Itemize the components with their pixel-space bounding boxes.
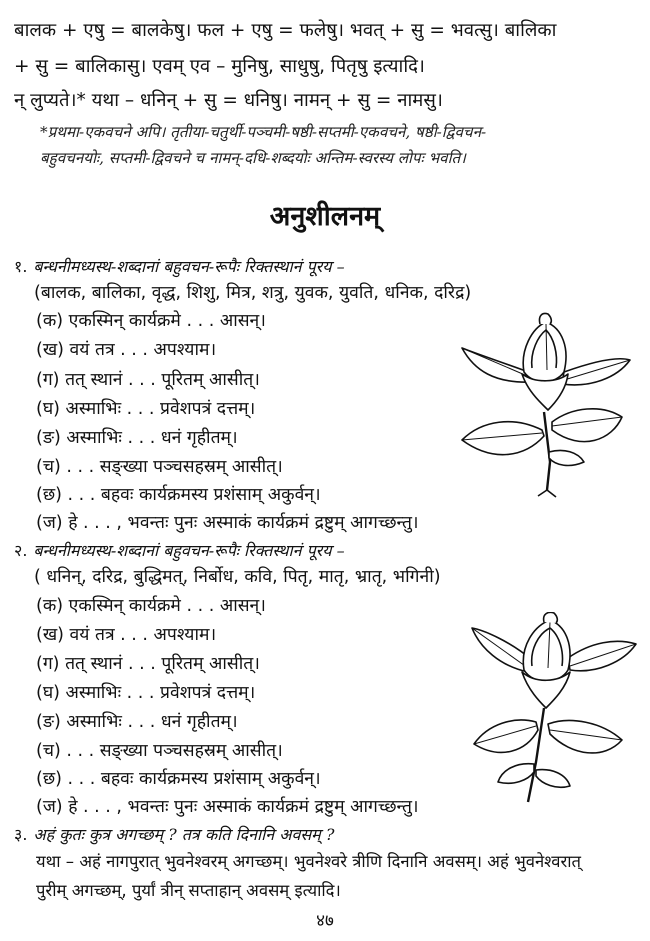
exercise-number: ३. (14, 825, 28, 844)
rule-line: न् लुप्यते।* यथा – धनिन् + सु = धनिषु। नामन् + सु = नामसु। (14, 90, 443, 111)
footnote-line: बहुवचनयोः, सप्तमी-द्विवचने च नामन्-दधि-शब्दयोः अन्तिम-स्वरस्य लोपः भवति। (40, 149, 466, 167)
exercise-1-options: (बालक, बालिका, वृद्ध, शिशु, मित्र, शत्रु, युवक, युवति, धनिक, दरिद्र) (34, 283, 472, 303)
exercise-2-options: ( धनिन्, दरिद्र, बुद्धिमत्, निर्बोध, कवि, पितृ, मातृ, भ्रातृ, भगिनी) (34, 567, 441, 587)
exercise-item: (छ) . . . बहवः कार्यक्रमस्य प्रशंसाम् अकुर्वन्। (36, 769, 321, 789)
instruction-text: बन्धनीमध्यस्थ-शब्दानां बहुवचन-रूपैः रिक्तस्थानं पूरय – (33, 257, 345, 276)
page-number: ४७ (316, 911, 334, 931)
exercise-3-instruction (14, 822, 334, 848)
exercise-item: (ख) वयं तत्र . . . अपश्याम। (36, 340, 217, 360)
instruction-text: अहं कुतः कुत्र अगच्छम् ? तत्र कति दिनानि अवसम् ? (33, 825, 335, 844)
exercise-item: (ग) तत् स्थानं . . . पूरितम् आसीत्। (36, 370, 260, 390)
exercise-item: (क) एकस्मिन् कार्यक्रमे . . . आसन्। (36, 596, 266, 616)
exercise-item: (ज) हे . . . , भवन्तः पुनः अस्माकं कार्यक्रमं द्रष्टुम् आगच्छन्तु। (36, 513, 419, 533)
exercise-item: (ज) हे . . . , भवन्तः पुनः अस्माकं कार्यक्रमं द्रष्टुम् आगच्छन्तु। (36, 797, 419, 817)
example-answer-line: यथा – अहं नागपुरात् भुवनेश्वरम् अगच्छम्। भुवनेश्वरे त्रीणि दिनानि अवसम्। अहं भुवनेश्वरात् (36, 852, 581, 871)
exercise-item: (च) . . . सङ्ख्या पञ्चसहस्रम् आसीत्। (36, 741, 283, 761)
rule-line: बालक + एषु = बालकेषु। फल + एषु = फलेषु। भवत् + सु = भवत्सु। बालिका (14, 20, 557, 41)
exercise-item: (च) . . . सङ्ख्या पञ्चसहस्रम् आसीत्। (36, 457, 283, 477)
exercise-item: (घ) अस्माभिः . . . प्रवेशपत्रं दत्तम्। (36, 683, 256, 703)
exercise-item: (घ) अस्माभिः . . . प्रवेशपत्रं दत्तम्। (36, 399, 256, 419)
flower-illustration (452, 312, 637, 500)
rule-line: + सु = बालिकासु। एवम् एव – मुनिषु, साधुषु, पितृषु इत्यादि। (14, 56, 425, 77)
exercise-item: (क) एकस्मिन् कार्यक्रमे . . . आसन्। (36, 311, 266, 331)
example-answer-line: पुरीम् अगच्छम्, पुर्यां त्रीन् सप्ताहान् अवसम् इत्यादि। (36, 881, 341, 900)
exercise-item: (ग) तत् स्थानं . . . पूरितम् आसीत्। (36, 654, 260, 674)
exercise-number: २. (14, 541, 28, 560)
flower-illustration (466, 612, 644, 808)
exercise-item: (ङ) अस्माभिः . . . धनं गृहीतम्। (36, 712, 238, 732)
exercise-item: (ख) वयं तत्र . . . अपश्याम। (36, 625, 217, 645)
instruction-text: बन्धनीमध्यस्थ-शब्दानां बहुवचन-रूपैः रिक्तस्थानं पूरय – (33, 541, 345, 560)
exercise-2-instruction (14, 538, 345, 564)
exercise-1-instruction (14, 254, 345, 280)
section-heading: अनुशीलनम् (269, 201, 381, 232)
footnote-line: *प्रथमा-एकवचने अपि। तृतीया-चतुर्थी-पञ्चमी-षष्ठी-सप्तमी-एकवचने, षष्ठी-द्विवचन- (40, 123, 487, 141)
exercise-number: १. (14, 257, 28, 276)
exercise-item: (छ) . . . बहवः कार्यक्रमस्य प्रशंसाम् अकुर्वन्। (36, 485, 321, 505)
exercise-item: (ङ) अस्माभिः . . . धनं गृहीतम्। (36, 428, 238, 448)
